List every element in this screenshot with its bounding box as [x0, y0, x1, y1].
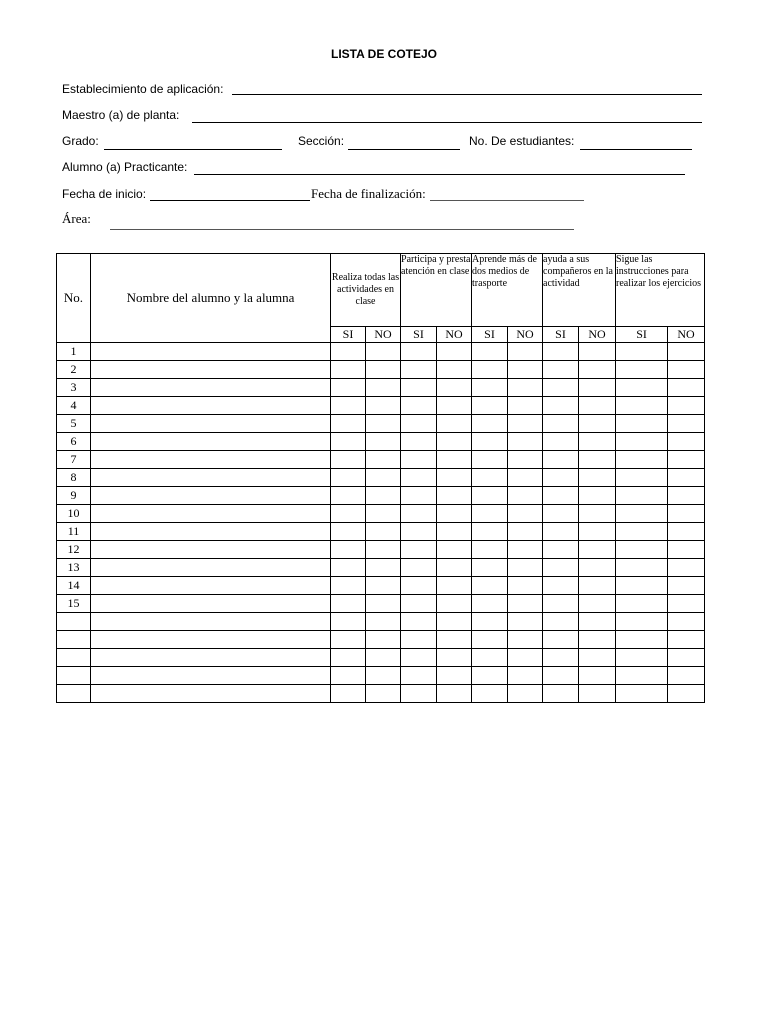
no-cell[interactable]	[579, 577, 616, 595]
no-cell[interactable]	[366, 613, 401, 631]
si-cell[interactable]	[543, 631, 579, 649]
criterion-header-4: ayuda a sus compañeros en la actividad	[543, 254, 616, 327]
student-name-cell[interactable]	[91, 577, 331, 595]
no-cell[interactable]	[437, 541, 472, 559]
no-cell[interactable]	[366, 577, 401, 595]
no-cell[interactable]	[579, 541, 616, 559]
si-cell[interactable]	[543, 451, 579, 469]
no-cell[interactable]	[579, 595, 616, 613]
no-cell[interactable]	[508, 505, 543, 523]
no-cell[interactable]	[668, 415, 705, 433]
no-estudiantes-label: No. De estudiantes:	[469, 134, 575, 148]
no-cell[interactable]	[508, 433, 543, 451]
no-cell[interactable]	[437, 343, 472, 361]
student-name-cell[interactable]	[91, 397, 331, 415]
si-cell[interactable]	[616, 649, 668, 667]
si-cell[interactable]	[472, 667, 508, 685]
no-cell[interactable]	[437, 685, 472, 703]
no-cell[interactable]	[668, 469, 705, 487]
table-row	[57, 667, 705, 685]
si-cell[interactable]	[401, 469, 437, 487]
si-cell[interactable]	[331, 523, 366, 541]
si-cell[interactable]	[543, 667, 579, 685]
no-cell[interactable]	[579, 505, 616, 523]
table-row	[57, 631, 705, 649]
no-cell[interactable]	[437, 379, 472, 397]
si-cell[interactable]	[401, 343, 437, 361]
no-cell[interactable]	[668, 361, 705, 379]
si-cell[interactable]	[331, 577, 366, 595]
si-cell[interactable]	[331, 541, 366, 559]
no-cell[interactable]	[366, 685, 401, 703]
table-header-row	[57, 254, 705, 327]
row-number: 5	[57, 415, 91, 433]
si-cell[interactable]	[472, 649, 508, 667]
table-row	[57, 559, 705, 577]
no-cell[interactable]	[437, 487, 472, 505]
si-cell[interactable]	[472, 361, 508, 379]
table-row	[57, 595, 705, 613]
no-cell[interactable]	[508, 469, 543, 487]
si-cell[interactable]	[616, 361, 668, 379]
si-cell[interactable]	[543, 559, 579, 577]
si-cell[interactable]	[401, 397, 437, 415]
si-cell[interactable]	[331, 595, 366, 613]
si-cell[interactable]	[401, 415, 437, 433]
no-cell[interactable]	[437, 469, 472, 487]
grado-field[interactable]	[104, 149, 282, 150]
no-cell[interactable]	[437, 631, 472, 649]
no-cell[interactable]	[668, 379, 705, 397]
si-cell[interactable]	[331, 433, 366, 451]
seccion-field[interactable]	[348, 149, 460, 150]
si-cell[interactable]	[616, 667, 668, 685]
no-cell[interactable]	[579, 559, 616, 577]
no-cell[interactable]	[579, 379, 616, 397]
si-cell[interactable]	[331, 379, 366, 397]
table-row	[57, 343, 705, 361]
no-cell[interactable]	[366, 505, 401, 523]
si-cell[interactable]	[543, 595, 579, 613]
no-cell[interactable]	[668, 343, 705, 361]
si-cell[interactable]	[401, 451, 437, 469]
si-cell[interactable]	[472, 541, 508, 559]
no-cell[interactable]	[579, 631, 616, 649]
row-number: 13	[57, 559, 91, 577]
no-cell[interactable]	[579, 415, 616, 433]
no-cell[interactable]	[508, 379, 543, 397]
criterion-header-5: Sigue las instrucciones para realizar los ejercicios	[616, 254, 705, 327]
row-number	[57, 613, 91, 631]
row-number: 8	[57, 469, 91, 487]
no-header: NO	[668, 327, 705, 343]
si-cell[interactable]	[472, 685, 508, 703]
table-row	[57, 361, 705, 379]
si-cell[interactable]	[401, 631, 437, 649]
no-cell[interactable]	[366, 649, 401, 667]
si-header: SI	[616, 327, 668, 343]
student-name-cell[interactable]	[91, 649, 331, 667]
no-cell[interactable]	[579, 667, 616, 685]
no-cell[interactable]	[668, 451, 705, 469]
no-cell[interactable]	[366, 487, 401, 505]
si-header: SI	[472, 327, 508, 343]
no-cell[interactable]	[437, 613, 472, 631]
student-name-cell[interactable]	[91, 469, 331, 487]
si-cell[interactable]	[543, 577, 579, 595]
si-cell[interactable]	[616, 523, 668, 541]
row-number: 7	[57, 451, 91, 469]
no-cell[interactable]	[579, 451, 616, 469]
si-cell[interactable]	[331, 397, 366, 415]
no-cell[interactable]	[668, 487, 705, 505]
row-number	[57, 649, 91, 667]
no-cell[interactable]	[366, 361, 401, 379]
student-name-cell[interactable]	[91, 361, 331, 379]
no-cell[interactable]	[366, 667, 401, 685]
no-cell[interactable]	[579, 469, 616, 487]
no-cell[interactable]	[437, 667, 472, 685]
establecimiento-field[interactable]	[232, 94, 702, 95]
header-no: No.	[57, 254, 91, 343]
si-cell[interactable]	[331, 343, 366, 361]
no-cell[interactable]	[668, 595, 705, 613]
table-row	[57, 433, 705, 451]
no-cell[interactable]	[366, 469, 401, 487]
no-cell[interactable]	[437, 649, 472, 667]
si-cell[interactable]	[472, 523, 508, 541]
table-row	[57, 541, 705, 559]
no-cell[interactable]	[366, 631, 401, 649]
table-row	[57, 469, 705, 487]
area-label: Área:	[62, 211, 91, 226]
no-cell[interactable]	[668, 667, 705, 685]
no-cell[interactable]	[508, 451, 543, 469]
no-cell[interactable]	[579, 649, 616, 667]
si-cell[interactable]	[543, 397, 579, 415]
student-name-cell[interactable]	[91, 487, 331, 505]
table-row	[57, 523, 705, 541]
si-cell[interactable]	[543, 523, 579, 541]
si-cell[interactable]	[616, 631, 668, 649]
si-cell[interactable]	[472, 613, 508, 631]
row-number: 1	[57, 343, 91, 361]
student-name-cell[interactable]	[91, 433, 331, 451]
no-cell[interactable]	[579, 613, 616, 631]
no-cell[interactable]	[508, 685, 543, 703]
si-cell[interactable]	[616, 595, 668, 613]
fecha-finalizacion-field[interactable]	[430, 200, 584, 201]
si-cell[interactable]	[331, 415, 366, 433]
si-cell[interactable]	[401, 379, 437, 397]
si-cell[interactable]	[472, 577, 508, 595]
no-cell[interactable]	[508, 397, 543, 415]
no-cell[interactable]	[366, 559, 401, 577]
si-cell[interactable]	[472, 379, 508, 397]
student-name-cell[interactable]	[91, 559, 331, 577]
si-cell[interactable]	[472, 559, 508, 577]
no-cell[interactable]	[366, 397, 401, 415]
fecha-inicio-label: Fecha de inicio:	[62, 187, 147, 201]
no-cell[interactable]	[437, 577, 472, 595]
no-cell[interactable]	[366, 541, 401, 559]
si-cell[interactable]	[543, 541, 579, 559]
si-cell[interactable]	[331, 667, 366, 685]
row-number	[57, 685, 91, 703]
si-cell[interactable]	[401, 541, 437, 559]
fecha-inicio-field[interactable]	[150, 200, 310, 201]
table-row	[57, 451, 705, 469]
si-cell[interactable]	[472, 631, 508, 649]
si-cell[interactable]	[616, 487, 668, 505]
no-cell[interactable]	[366, 595, 401, 613]
si-cell[interactable]	[401, 613, 437, 631]
no-cell[interactable]	[579, 433, 616, 451]
maestro-label: Maestro (a) de planta:	[62, 108, 180, 122]
maestro-field[interactable]	[192, 122, 702, 123]
no-cell[interactable]	[437, 523, 472, 541]
no-estudiantes-field[interactable]	[580, 149, 692, 150]
student-name-cell[interactable]	[91, 451, 331, 469]
student-name-cell[interactable]	[91, 343, 331, 361]
si-cell[interactable]	[543, 379, 579, 397]
si-cell[interactable]	[543, 685, 579, 703]
no-header: NO	[579, 327, 616, 343]
criterion-header-3: Aprende más de dos medios de trasporte	[472, 254, 543, 327]
si-cell[interactable]	[331, 649, 366, 667]
si-cell[interactable]	[331, 487, 366, 505]
no-cell[interactable]	[508, 577, 543, 595]
student-name-cell[interactable]	[91, 631, 331, 649]
si-cell[interactable]	[401, 505, 437, 523]
row-number: 6	[57, 433, 91, 451]
document-title: LISTA DE COTEJO	[330, 47, 437, 61]
no-cell[interactable]	[579, 343, 616, 361]
no-cell[interactable]	[508, 649, 543, 667]
no-cell[interactable]	[668, 559, 705, 577]
si-cell[interactable]	[401, 361, 437, 379]
fecha-finalizacion-label: Fecha de finalización:	[311, 186, 426, 201]
no-cell[interactable]	[437, 397, 472, 415]
row-number: 14	[57, 577, 91, 595]
header-name: Nombre del alumno y la alumna	[91, 254, 331, 343]
no-cell[interactable]	[366, 379, 401, 397]
si-cell[interactable]	[401, 649, 437, 667]
no-cell[interactable]	[366, 451, 401, 469]
si-cell[interactable]	[472, 415, 508, 433]
si-cell[interactable]	[331, 505, 366, 523]
no-cell[interactable]	[366, 433, 401, 451]
no-cell[interactable]	[668, 613, 705, 631]
no-cell[interactable]	[668, 433, 705, 451]
si-cell[interactable]	[616, 415, 668, 433]
si-cell[interactable]	[401, 433, 437, 451]
grado-label: Grado:	[62, 134, 99, 148]
no-cell[interactable]	[508, 343, 543, 361]
no-cell[interactable]	[668, 541, 705, 559]
si-cell[interactable]	[616, 685, 668, 703]
no-cell[interactable]	[437, 505, 472, 523]
table-row	[57, 397, 705, 415]
si-cell[interactable]	[616, 397, 668, 415]
no-cell[interactable]	[437, 433, 472, 451]
alumno-practicante-field[interactable]	[194, 174, 685, 175]
si-cell[interactable]	[472, 397, 508, 415]
no-header: NO	[508, 327, 543, 343]
si-cell[interactable]	[616, 379, 668, 397]
no-cell[interactable]	[508, 487, 543, 505]
no-cell[interactable]	[579, 397, 616, 415]
si-cell[interactable]	[331, 685, 366, 703]
row-number: 11	[57, 523, 91, 541]
no-cell[interactable]	[508, 415, 543, 433]
checklist-table	[56, 253, 705, 703]
no-cell[interactable]	[668, 631, 705, 649]
table-row	[57, 379, 705, 397]
student-name-cell[interactable]	[91, 379, 331, 397]
row-number: 4	[57, 397, 91, 415]
si-cell[interactable]	[543, 469, 579, 487]
no-cell[interactable]	[508, 523, 543, 541]
student-name-cell[interactable]	[91, 595, 331, 613]
no-cell[interactable]	[437, 361, 472, 379]
no-cell[interactable]	[668, 523, 705, 541]
student-name-cell[interactable]	[91, 685, 331, 703]
alumno-practicante-label: Alumno (a) Practicante:	[62, 160, 188, 174]
no-cell[interactable]	[366, 415, 401, 433]
student-name-cell[interactable]	[91, 541, 331, 559]
row-number	[57, 667, 91, 685]
table-row	[57, 613, 705, 631]
si-cell[interactable]	[616, 451, 668, 469]
criterion-header-1: Realiza todas las actividades en clase	[331, 254, 401, 327]
student-name-cell[interactable]	[91, 505, 331, 523]
si-cell[interactable]	[331, 631, 366, 649]
si-cell[interactable]	[472, 505, 508, 523]
no-cell[interactable]	[508, 595, 543, 613]
si-cell[interactable]	[401, 595, 437, 613]
si-cell[interactable]	[401, 577, 437, 595]
no-cell[interactable]	[668, 577, 705, 595]
no-cell[interactable]	[508, 631, 543, 649]
no-cell[interactable]	[579, 487, 616, 505]
si-header: SI	[331, 327, 366, 343]
si-cell[interactable]	[401, 487, 437, 505]
student-name-cell[interactable]	[91, 523, 331, 541]
si-cell[interactable]	[331, 613, 366, 631]
si-cell[interactable]	[543, 505, 579, 523]
table-row	[57, 649, 705, 667]
si-cell[interactable]	[331, 451, 366, 469]
no-cell[interactable]	[579, 523, 616, 541]
no-cell[interactable]	[366, 343, 401, 361]
si-cell[interactable]	[616, 559, 668, 577]
row-number: 15	[57, 595, 91, 613]
row-number: 12	[57, 541, 91, 559]
no-cell[interactable]	[437, 451, 472, 469]
criterion-header-2: Participa y presta atención en clase	[401, 254, 472, 327]
si-cell[interactable]	[616, 613, 668, 631]
student-name-cell[interactable]	[91, 415, 331, 433]
si-cell[interactable]	[472, 433, 508, 451]
no-cell[interactable]	[437, 415, 472, 433]
si-cell[interactable]	[401, 685, 437, 703]
si-cell[interactable]	[543, 433, 579, 451]
si-cell[interactable]	[543, 415, 579, 433]
si-cell[interactable]	[401, 559, 437, 577]
si-cell[interactable]	[616, 577, 668, 595]
no-cell[interactable]	[668, 685, 705, 703]
row-number	[57, 631, 91, 649]
no-cell[interactable]	[668, 397, 705, 415]
si-cell[interactable]	[401, 667, 437, 685]
si-cell[interactable]	[543, 361, 579, 379]
row-number: 3	[57, 379, 91, 397]
no-cell[interactable]	[437, 559, 472, 577]
no-header: NO	[437, 327, 472, 343]
table-row	[57, 487, 705, 505]
si-cell[interactable]	[616, 541, 668, 559]
si-cell[interactable]	[543, 613, 579, 631]
no-header: NO	[366, 327, 401, 343]
no-cell[interactable]	[579, 361, 616, 379]
student-name-cell[interactable]	[91, 667, 331, 685]
establecimiento-label: Establecimiento de aplicación:	[62, 82, 224, 96]
si-cell[interactable]	[331, 469, 366, 487]
row-number: 2	[57, 361, 91, 379]
si-cell[interactable]	[472, 487, 508, 505]
si-cell[interactable]	[331, 559, 366, 577]
table-row	[57, 415, 705, 433]
si-header: SI	[543, 327, 579, 343]
no-cell[interactable]	[366, 523, 401, 541]
si-cell[interactable]	[472, 343, 508, 361]
si-cell[interactable]	[472, 595, 508, 613]
no-cell[interactable]	[508, 361, 543, 379]
si-cell[interactable]	[472, 469, 508, 487]
table-row	[57, 577, 705, 595]
table-row	[57, 685, 705, 703]
no-cell[interactable]	[508, 559, 543, 577]
si-cell[interactable]	[543, 487, 579, 505]
no-cell[interactable]	[508, 541, 543, 559]
si-cell[interactable]	[616, 505, 668, 523]
si-cell[interactable]	[543, 649, 579, 667]
row-number: 9	[57, 487, 91, 505]
no-cell[interactable]	[508, 667, 543, 685]
table-row	[57, 505, 705, 523]
no-cell[interactable]	[437, 595, 472, 613]
si-cell[interactable]	[472, 451, 508, 469]
no-cell[interactable]	[668, 505, 705, 523]
si-cell[interactable]	[616, 433, 668, 451]
si-cell[interactable]	[616, 343, 668, 361]
no-cell[interactable]	[579, 685, 616, 703]
si-cell[interactable]	[616, 469, 668, 487]
si-cell[interactable]	[401, 523, 437, 541]
area-field[interactable]	[110, 229, 574, 230]
seccion-label: Sección:	[298, 134, 345, 148]
student-name-cell[interactable]	[91, 613, 331, 631]
no-cell[interactable]	[508, 613, 543, 631]
no-cell[interactable]	[668, 649, 705, 667]
si-cell[interactable]	[331, 361, 366, 379]
row-number: 10	[57, 505, 91, 523]
si-header: SI	[401, 327, 437, 343]
si-cell[interactable]	[543, 343, 579, 361]
